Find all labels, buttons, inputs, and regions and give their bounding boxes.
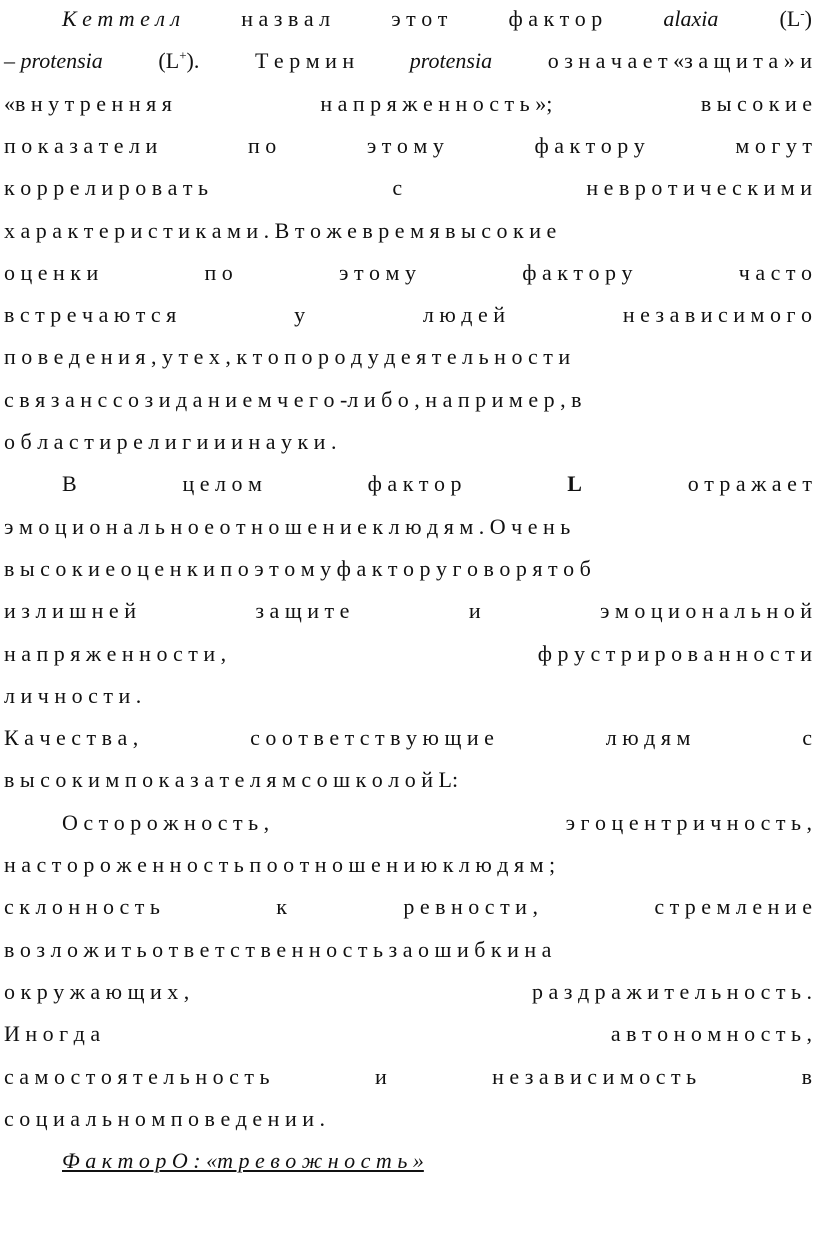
text-token: И н о г д а [4, 1021, 101, 1047]
text-line [4, 888, 812, 926]
word-group [62, 804, 269, 842]
word-group [532, 973, 812, 1011]
word-group [4, 846, 555, 884]
text-token: к о р р е л и р о в а т ь [4, 175, 209, 201]
word-group [4, 296, 176, 334]
word-group [600, 592, 812, 630]
text-token: ф р у с т р и р о в а н н о с т и [537, 640, 812, 666]
text-token: К е т т е л л [62, 6, 181, 31]
text-token: и з л и ш н е й [4, 598, 136, 624]
word-group [158, 42, 199, 80]
word-group [410, 42, 492, 80]
word-group [4, 973, 189, 1011]
word-group [4, 508, 570, 546]
text-line [4, 1100, 812, 1138]
text-line [4, 1015, 812, 1053]
text-token: р е в н о с т и , [403, 894, 538, 920]
word-group [586, 169, 812, 207]
text-line [62, 465, 812, 503]
text-token: ф а к т о р [508, 6, 603, 31]
text-token: и [468, 598, 481, 624]
word-group [294, 296, 305, 334]
text-line [4, 931, 812, 969]
text-line [4, 1058, 812, 1096]
word-group [62, 1142, 424, 1180]
text-token: с т р е м л е н и е [654, 894, 812, 920]
word-group [611, 1015, 812, 1053]
text-token: н а с т о р о ж е н н о с т ь п о о т н о ш е н и ю к л ю д я м ; [4, 852, 556, 877]
text-token: э м о ц и о н а л ь н о й [599, 598, 812, 624]
word-group [4, 254, 98, 292]
text-token: о ц е н к и [4, 259, 99, 285]
text-token: р а з д р а ж и т е л ь н о с т ь . [532, 978, 812, 1004]
text-token: н а з в а л [241, 6, 331, 31]
text-token: э г о ц е н т р и ч н о с т ь , [565, 809, 812, 835]
word-group [62, 0, 180, 38]
text-token: О с т о р о ж н о с т ь , [62, 809, 270, 835]
word-group [492, 1058, 696, 1096]
text-line [4, 719, 812, 757]
text-token: и [374, 1063, 387, 1089]
text-line [4, 42, 812, 80]
text-token: а в т о н о м н о с т ь , [610, 1021, 812, 1047]
text-token: л ю д я м [605, 725, 691, 751]
word-group [276, 888, 287, 926]
text-token: alaxia [663, 6, 719, 31]
word-group [4, 212, 556, 250]
text-token: protensia [409, 48, 493, 74]
word-group [701, 85, 812, 123]
text-token: ф а к т о р [367, 471, 462, 497]
word-group [403, 888, 538, 926]
text-line [4, 212, 812, 250]
word-group [522, 254, 632, 292]
text-token: о з н а ч а е т «з а щ и т а » и [547, 48, 812, 74]
word-group [780, 0, 812, 38]
word-group [367, 127, 444, 165]
text-token: с в я з а н с с о з и д а н и е м ч е г о -л и б о , н а п р и м е р , в [4, 386, 582, 412]
text-line [62, 804, 812, 842]
text-line [4, 85, 812, 123]
text-token: ф а к т о р у [534, 132, 645, 158]
word-group [663, 0, 718, 38]
word-group [375, 1058, 387, 1096]
superscript: + [179, 47, 187, 63]
word-group [4, 550, 591, 588]
word-group [255, 592, 349, 630]
word-group [4, 42, 103, 80]
word-group [566, 804, 812, 842]
text-line [4, 127, 812, 165]
text-token: ) [804, 6, 812, 31]
text-token: о к р у ж а ю щ и х , [4, 978, 190, 1004]
word-group [4, 635, 226, 673]
word-group [391, 0, 447, 38]
text-token: у [294, 302, 306, 328]
text-token: э м о ц и о н а л ь н о е о т н о ш е н и е к л ю д я м . О ч е н ь [4, 513, 571, 539]
word-group [4, 85, 172, 123]
word-group [735, 127, 812, 165]
text-token: в ы с о к и м п о к а з а т е л я м с о ш к о л о й L: [4, 767, 459, 793]
text-token: (L [779, 6, 801, 31]
word-group [182, 465, 261, 503]
text-token: с а м о с т о я т е л ь н о с т ь [4, 1063, 270, 1089]
word-group [339, 254, 416, 292]
text-token: ч а с т о [738, 259, 812, 285]
text-token: ф а к т о р у [522, 259, 633, 285]
word-group [802, 1058, 812, 1096]
text-token: н е з а в и с и м о с т ь [492, 1063, 697, 1089]
word-group [4, 127, 157, 165]
word-group [688, 465, 812, 503]
text-token: «в н у т р е н н я я [4, 90, 172, 116]
word-group [392, 169, 402, 207]
text-token: в с т р е ч а ю т с я [4, 302, 177, 328]
word-group [4, 719, 138, 757]
text-line [4, 550, 812, 588]
word-group [205, 254, 233, 292]
word-group [250, 719, 494, 757]
text-token: с о о т в е т с т в у ю щ и е [250, 725, 494, 751]
word-group [62, 465, 77, 503]
word-group [4, 592, 136, 630]
word-group [4, 1100, 325, 1138]
text-token: с [802, 725, 812, 751]
word-group [4, 677, 141, 715]
text-token: н а п р я ж е н н о с т ь »; [320, 90, 553, 116]
text-token: К а ч е с т в а , [4, 725, 139, 751]
text-token: н е в р о т и ч е с к и м и [586, 175, 812, 201]
word-group [255, 42, 354, 80]
text-line [62, 1142, 812, 1180]
word-group [4, 761, 458, 799]
text-token: л и ч н о с т и . [4, 682, 142, 708]
word-group [248, 127, 276, 165]
text-token: л ю д е й [422, 302, 506, 328]
word-group [654, 888, 812, 926]
word-group [4, 381, 581, 419]
word-group [739, 254, 812, 292]
text-line [4, 677, 812, 715]
text-line [4, 761, 812, 799]
word-group [548, 42, 812, 80]
text-token: с к л о н н о с т ь [4, 894, 160, 920]
text-token: Т е р м и н [254, 48, 355, 74]
word-group [368, 465, 462, 503]
word-group [4, 1015, 100, 1053]
word-group [4, 888, 160, 926]
text-token: н е з а в и с и м о г о [622, 302, 812, 328]
word-group [538, 635, 812, 673]
word-group [423, 296, 505, 334]
word-group [623, 296, 812, 334]
text-token: н а п р я ж е н н о с т и , [4, 640, 227, 666]
word-group [534, 127, 644, 165]
word-group [469, 592, 481, 630]
text-token: э т о т [391, 6, 448, 31]
word-group [4, 1058, 270, 1096]
word-group [606, 719, 691, 757]
text-line [4, 169, 812, 207]
word-group [508, 0, 602, 38]
text-line [4, 423, 812, 461]
text-token: – protensia [4, 48, 103, 74]
text-token: ). [186, 48, 200, 74]
text-line [4, 846, 812, 884]
text-token: х а р а к т е р и с т и к а м и . В т о ж е в р е м я в ы с о к и е [4, 217, 557, 243]
word-group [567, 465, 582, 503]
text-token: L [567, 471, 582, 497]
text-line [4, 381, 812, 419]
text-token: с [392, 175, 403, 201]
text-token: к [276, 894, 287, 920]
text-token: в о з л о ж и т ь о т в е т с т в е н н о с т ь з а о ш и б к и н а [4, 936, 552, 962]
text-line [4, 973, 812, 1011]
text-token: м о г у т [735, 132, 812, 158]
superscript: - [800, 5, 805, 21]
word-group [802, 719, 812, 757]
text-line [4, 338, 812, 376]
text-token: ц е л о м [182, 471, 262, 497]
text-line [4, 635, 812, 673]
text-token: о б л а с т и р е л и г и и и н а у к и . [4, 429, 337, 454]
word-group [4, 169, 208, 207]
word-group [320, 85, 552, 123]
text-line [4, 508, 812, 546]
text-line [4, 592, 812, 630]
text-token: Ф а к т о р О : «т р е в о ж н о с т ь » [62, 1148, 424, 1174]
text-token: В [62, 471, 77, 497]
text-line [4, 254, 812, 292]
text-token: о т р а ж а е т [687, 471, 812, 497]
text-token: з а щ и т е [255, 598, 350, 624]
text-line [4, 296, 812, 334]
word-group [4, 931, 551, 969]
text-token: п о [204, 259, 233, 285]
word-group [4, 338, 570, 376]
text-token: с о ц и а л ь н о м п о в е д е н и и . [4, 1105, 325, 1131]
text-token: э т о м у [366, 132, 444, 158]
text-token: п о [247, 132, 277, 158]
text-token: п о в е д е н и я , у т е х , к т о п о р о д у д е я т е л ь н о с т и [4, 344, 571, 370]
word-group [241, 0, 330, 38]
text-token: в [801, 1063, 812, 1089]
text-token: (L [158, 48, 180, 74]
text-token: в ы с о к и е [700, 90, 812, 116]
word-group [4, 423, 336, 461]
text-token: э т о м у [339, 259, 416, 285]
text-line [62, 0, 812, 38]
text-token: п о к а з а т е л и [4, 132, 158, 158]
text-token: в ы с о к и е о ц е н к и п о э т о м у ф а к т о р у г о в о р я т о б [4, 555, 591, 581]
